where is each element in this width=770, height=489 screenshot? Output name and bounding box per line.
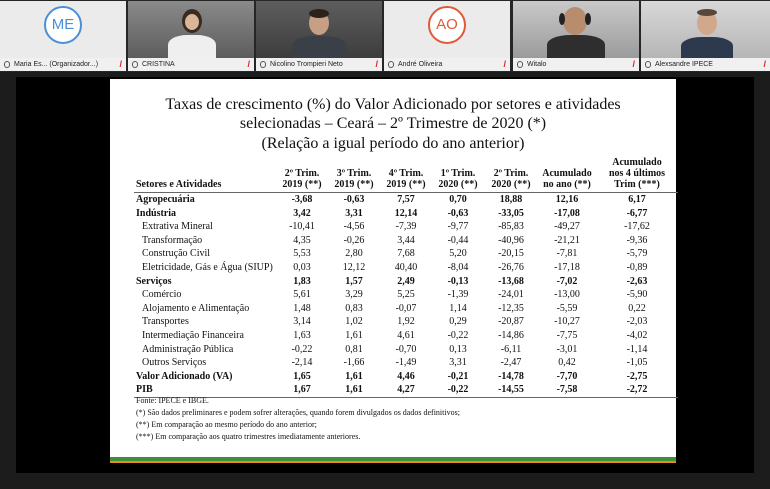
table-row: Outros Serviços -2,14 -1,66 -1,49 3,31 -2,47 0,42 -1,05 [142, 357, 648, 369]
participant-nameplate [0, 58, 126, 71]
table-row: Administração Pública -0,22 0,81 -0,70 0,13 -6,11 -3,01 -1,14 [142, 343, 648, 355]
table-row: PIB 1,67 1,61 4,27 -0,22 -14,55 -7,58 -2,72 [134, 383, 678, 397]
mic-muted-icon: / [632, 59, 635, 69]
slide-page [110, 79, 676, 463]
participant-name: André Oliveira [398, 61, 443, 68]
microphone-icon [260, 61, 266, 68]
participant-name: Nicolino Trompieri Neto [270, 61, 343, 68]
column-header: 3º Trim. 2019 (**) [328, 157, 380, 193]
participant-tile[interactable] [128, 1, 254, 71]
participant-tile[interactable] [384, 1, 510, 71]
microphone-icon [645, 61, 651, 68]
column-header: 1º Trim. 2020 (**) [432, 157, 484, 193]
participant-nameplate [384, 58, 510, 71]
shared-screen [16, 77, 754, 473]
participant-video [128, 1, 254, 59]
column-header: Acumulado no ano (**) [538, 157, 596, 193]
participant-tile[interactable] [256, 1, 382, 71]
participant-nameplate [641, 58, 770, 71]
mic-muted-icon: / [247, 59, 250, 69]
column-header: 4º Trim. 2019 (**) [380, 157, 432, 193]
participant-name: Witalo [527, 61, 547, 68]
slide-subtitle: (Relação a igual período do ano anterior) [261, 135, 525, 152]
table-row: Alojamento e Alimentação 1,48 0,83 -0,07 1,14 -12,35 -5,59 0,22 [142, 302, 646, 314]
mic-muted-icon: / [119, 59, 122, 69]
table-row: Transportes 3,14 1,02 1,92 0,29 -20,87 -10,27 -2,03 [142, 316, 648, 328]
microphone-icon [4, 61, 10, 68]
column-header: 2º Trim. 2019 (**) [276, 157, 328, 193]
participant-video [513, 1, 639, 59]
avatar-initials: ME [44, 6, 82, 44]
table-row: Valor Adicionado (VA) 1,65 1,61 4,46 -0,21 -14,78 -7,70 -2,75 [136, 370, 648, 382]
microphone-icon [388, 61, 394, 68]
column-header: 2º Trim. 2020 (**) [484, 157, 538, 193]
table-row: Eletricidade, Gás e Água (SIUP) 0,03 12,12 40,40 -8,04 -26,76 -17,18 -0,89 [142, 261, 648, 273]
avatar-initials: AO [428, 6, 466, 44]
microphone-icon [132, 61, 138, 68]
mic-muted-icon: / [503, 59, 506, 69]
column-header: Acumulado nos 4 últimos Trim (***) [596, 157, 678, 193]
participant-name: Alexsandre IPECE [655, 61, 713, 68]
participant-nameplate [513, 58, 639, 71]
slide-footer-stripe-orange [110, 461, 676, 463]
participant-video [641, 1, 770, 59]
participant-tile[interactable] [641, 1, 770, 71]
table-row: Intermediação Financeira 1,63 1,61 4,61 -0,22 -14,86 -7,75 -4,02 [142, 329, 648, 341]
table-row: Indústria 3,42 3,31 12,14 -0,63 -33,05 -17,08 -6,77 [136, 207, 648, 219]
footnote: (*) São dados preliminares e podem sofrer alterações, quando forem divulgados os dados definitivos; [136, 408, 460, 417]
participant-name: CRISTINA [142, 61, 175, 68]
table-row: Extrativa Mineral -10,41 -4,56 -7,39 -9,77 -85,83 -49,27 -17,62 [142, 221, 650, 233]
participant-tile[interactable] [0, 1, 126, 71]
growth-rates-table [134, 157, 678, 398]
table-row: Construção Civil 5,53 2,80 7,68 5,20 -20,15 -7,81 -5,79 [142, 248, 648, 260]
column-header: Setores e Atividades [134, 157, 276, 193]
slide-title-line: Taxas de crescimento (%) do Valor Adicionado por setores e atividades [165, 96, 621, 113]
table-row: Serviços 1,83 1,57 2,49 -0,13 -13,68 -7,02 -2,63 [136, 275, 648, 287]
participant-name: Maria Es... (Organizador...) [14, 61, 99, 68]
microphone-icon [517, 61, 523, 68]
table-row: Transformação 4,35 -0,26 3,44 -0,44 -40,96 -21,21 -9,36 [142, 234, 648, 246]
participants-strip [0, 0, 770, 72]
participant-video [256, 1, 382, 59]
mic-muted-icon: / [375, 59, 378, 69]
slide-title-line: selecionadas – Ceará – 2º Trimestre de 2020 (*) [239, 115, 547, 132]
table-row: Agropecuária -3,68 -0,63 7,57 0,70 18,88 12,16 6,17 [136, 194, 646, 205]
participant-nameplate [256, 58, 382, 71]
mic-muted-icon: / [763, 59, 766, 69]
table-header-row [134, 157, 678, 193]
footnote: (**) Em comparação ao mesmo período do ano anterior; [136, 420, 317, 429]
footnote: (***) Em comparação aos quatro trimestres imediatamente anteriores. [136, 432, 361, 441]
table-row: Comércio 5,61 3,29 5,25 -1,39 -24,01 -13,00 -5,90 [142, 289, 648, 301]
participant-tile-active-speaker[interactable] [513, 1, 639, 71]
participant-nameplate [128, 58, 254, 71]
source-note: Fonte: IPECE e IBGE. [136, 396, 209, 405]
